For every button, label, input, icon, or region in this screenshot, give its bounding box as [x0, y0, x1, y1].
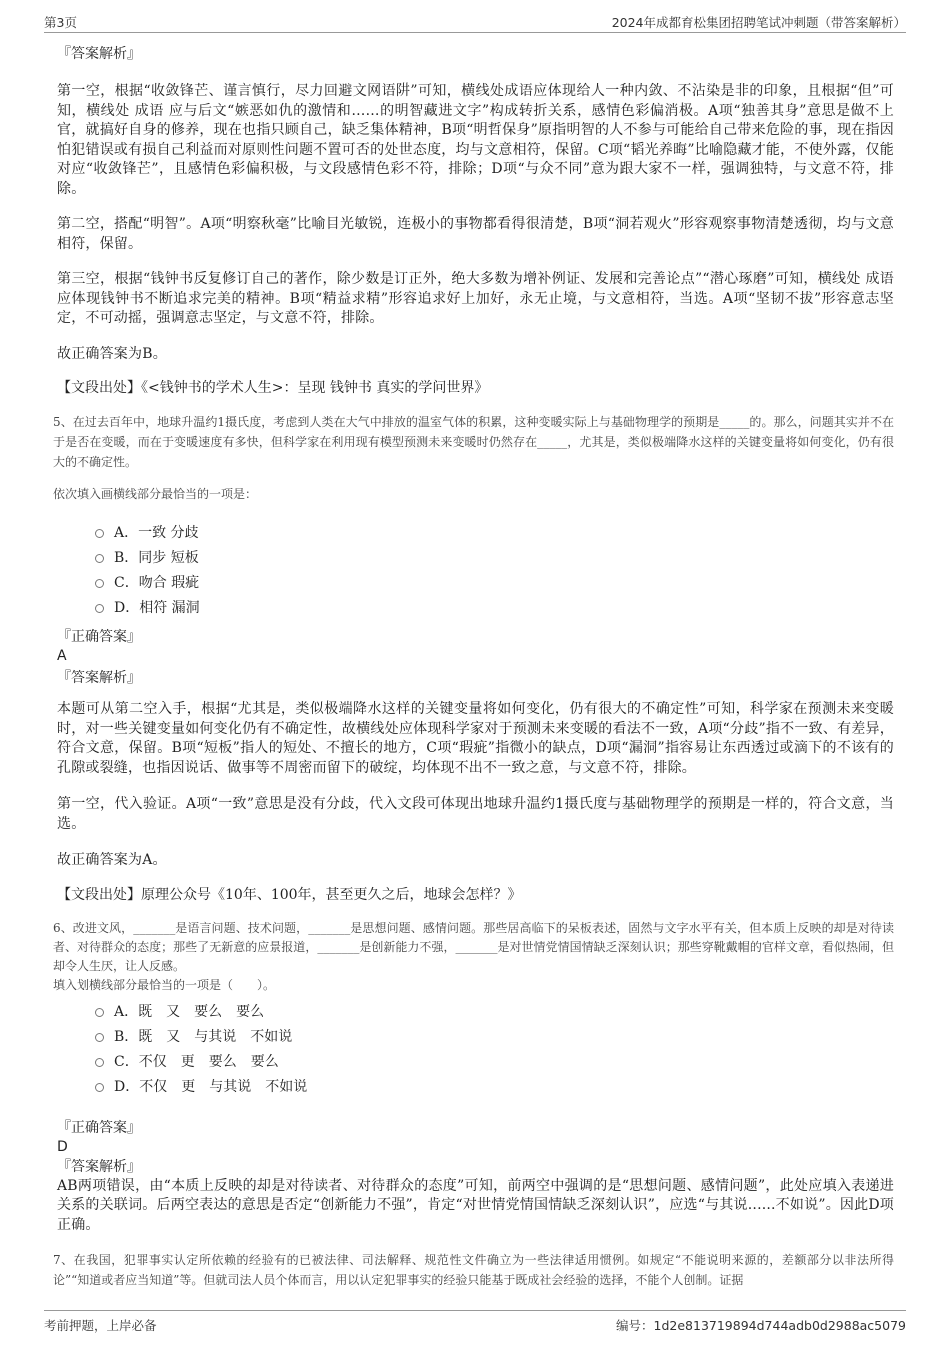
radio-icon[interactable]	[95, 1008, 104, 1017]
page-header	[44, 10, 906, 33]
q6-options	[57, 1000, 894, 1100]
radio-icon[interactable]	[95, 579, 104, 588]
page-footer	[44, 1310, 906, 1335]
option-label: C．吻合 瑕疵	[114, 575, 200, 591]
page-content	[53, 44, 894, 1290]
q4-analysis-para1: 第一空，根据“收敛锋芒、谨言慎行，尽力回避文网语阱”可知，横线处成语应体现给人一种内敛、不沾染是非的印象，且根据“但”可知，横线处 成语 应与后文“嫉恶如仇的激情和……的明智藏进文字”构成转折关系，感情色彩偏消极。A项“独善其身”意思是做不上官，就搞好自身的修养，现在也指只顾自己，缺乏集体精神，B项“明哲保身”原指明智的人不参与可能给自己带来危险的事，现在指因怕犯错误或有损自己利益而对原则性问题不置可否的处世态度，均与文意相符，保留。C项“韬光养晦”比喻隐藏才能，不使外露，仅能对应“收敛锋芒”，且感情色彩偏积极，与文段感情色彩不符，排除；D项“与众不同”意为跟大家不一样，强调独特，与文意不符，排除。	[57, 83, 894, 197]
q5-correct-answer: A	[57, 648, 67, 664]
q6-instruction: 填入划横线部分最恰当的一项是（ ）。	[53, 977, 276, 992]
q5-options	[57, 521, 894, 621]
q5-analysis-label: 『答案解析』	[57, 670, 141, 686]
radio-icon[interactable]	[95, 604, 104, 613]
document-title: 2024年成都育松集团招聘笔试冲刺题（带答案解析）	[611, 15, 906, 30]
q5-option-b[interactable]	[95, 546, 894, 571]
document-code: 编号：1d2e813719894d744adb0d2988ac5079	[616, 1318, 906, 1333]
q7-stem: 7、在我国，犯罪事实认定所依赖的经验有的已被法律、司法解释、规范性文件确立为一些法律适用惯例。如规定“不能说明来源的，差额部分以非法所得论”“知道或者应当知道”等。但就司法人员个体而言，用以认定犯罪事实的经验只能基于既成社会经验的选择，不能个人创制。证据	[53, 1253, 894, 1287]
q5-analysis-para2: 第一空，代入验证。A项“一致”意思是没有分歧，代入文段可体现出地球升温约1摄氏度与基础物理学的预期是一样的，符合文意，当选。	[57, 796, 894, 832]
q6-option-c[interactable]	[95, 1050, 894, 1075]
option-label: C．不仅 更 要么 要么	[114, 1053, 279, 1070]
q5-option-d[interactable]	[95, 596, 894, 621]
q4-analysis-para2: 第二空，搭配“明智”。A项“明察秋毫”比喻目光敏锐，连极小的事物都看得很清楚，B项“洞若观火”形容观察事物清楚透彻，均与文意相符，保留。	[57, 216, 894, 252]
option-label: B．同步 短板	[114, 550, 199, 566]
option-label: A．既 又 要么 要么	[114, 1003, 265, 1020]
q6-option-b[interactable]	[95, 1025, 894, 1050]
q6-correct-label: 『正确答案』	[57, 1119, 141, 1136]
q6-analysis-para1: AB两项错误，由“本质上反映的却是对待读者、对待群众的态度”可知，前两空中强调的是“思想问题、感情问题”，此处应填入表递进关系的关联词。后两空表达的意思是否定“创新能力不强”，肯定“对世情党情国情缺乏深刻认识”，应选“与其说......不如说”。因此D项正确。	[57, 1177, 894, 1233]
q5-analysis-para1: 本题可从第二空入手，根据“尤其是，类似极端降水这样的关键变量将如何变化，仍有很大的不确定性”可知，科学家在预测未来变暖时，对一些关键变量如何变化仍有不确定性，故横线处应体现科学家对于预测未来变暖的看法不一致，A项“分歧”指不一致、有差异，符合文意，保留。B项“短板”指人的短处、不擅长的地方，C项“瑕疵”指微小的缺点，D项“漏洞”指容易让东西透过或滴下的不该有的孔隙或裂缝，也指因说话、做事等不周密而留下的破绽，均体现不出不一致之意，与文意不符，排除。	[57, 701, 894, 776]
q4-section	[57, 44, 894, 398]
q5-stem: 5、在过去百年中，地球升温约1摄氏度，考虑到人类在大气中排放的温室气体的积累，这种变暖实际上与基础物理学的预期是_____的。那么，问题其实并不在于是否在变暖，而在于变暖速度有多快，但科学家在利用现有模型预测未来变暖时仍然存在_____，尤其是，类似极端降水这样的关键变量将如何变化，仍有很大的不确定性。	[53, 415, 894, 469]
footer-slogan: 考前押题，上岸必备	[44, 1318, 157, 1333]
option-label: D．不仅 更 与其说 不如说	[114, 1078, 308, 1095]
q7-section	[53, 1250, 894, 1290]
q5-option-a[interactable]	[95, 521, 894, 546]
option-label: D．相符 漏洞	[114, 600, 200, 616]
page-number: 第3页	[44, 15, 77, 30]
radio-icon[interactable]	[95, 1033, 104, 1042]
radio-icon[interactable]	[95, 554, 104, 563]
q5-option-c[interactable]	[95, 571, 894, 596]
q5-correct-label: 『正确答案』	[57, 629, 141, 645]
q6-section	[53, 919, 894, 1236]
q5-conclusion: 故正确答案为A。	[57, 852, 167, 868]
q6-stem: 6、改进文风，_______是语言问题、技术问题，_______是思想问题、感情问题。那些居高临下的呆板表述，固然与文字水平有关，但本质上反映的却是对待读者、对待群众的态度；那些了无新意的应景报道，_______是创新能力不强，_______是对世情党情国情缺乏深刻认识；那些穿靴戴帽的官样文章，看似热闹，但却令人生厌，让人反感。	[53, 920, 894, 973]
radio-icon[interactable]	[95, 1058, 104, 1067]
q5-section	[53, 412, 894, 905]
q4-conclusion: 故正确答案为B。	[57, 345, 167, 362]
radio-icon[interactable]	[95, 1083, 104, 1092]
q6-option-d[interactable]	[95, 1075, 894, 1100]
q4-analysis-label: 『答案解析』	[57, 46, 141, 62]
radio-icon[interactable]	[95, 529, 104, 538]
q6-option-a[interactable]	[95, 1000, 894, 1025]
option-label: B．既 又 与其说 不如说	[114, 1028, 293, 1045]
q6-correct-answer: D	[57, 1138, 68, 1155]
option-label: A．一致 分歧	[114, 525, 199, 541]
q4-source: 【文段出处】《<钱钟书的学术人生>：呈现 钱钟书 真实的学问世界》	[57, 380, 489, 396]
q4-analysis-para3: 第三空，根据“钱钟书反复修订自己的著作，除少数是订正外，绝大多数为增补例证、发展和完善论点”“潜心琢磨”可知，横线处 成语 应体现钱钟书不断追求完美的精神。B项“精益求精”形容追求好上加好，永无止境，与文意相符，当选。A项“坚韧不拔”形容意志坚定，不可动摇，强调意志坚定，与文意不符，排除。	[57, 271, 894, 326]
q5-source: 【文段出处】原理公众号《10年、100年，甚至更久之后，地球会怎样？》	[57, 886, 522, 903]
q5-instruction: 依次填入画横线部分最恰当的一项是：	[53, 487, 258, 501]
q6-analysis-label: 『答案解析』	[57, 1158, 141, 1175]
